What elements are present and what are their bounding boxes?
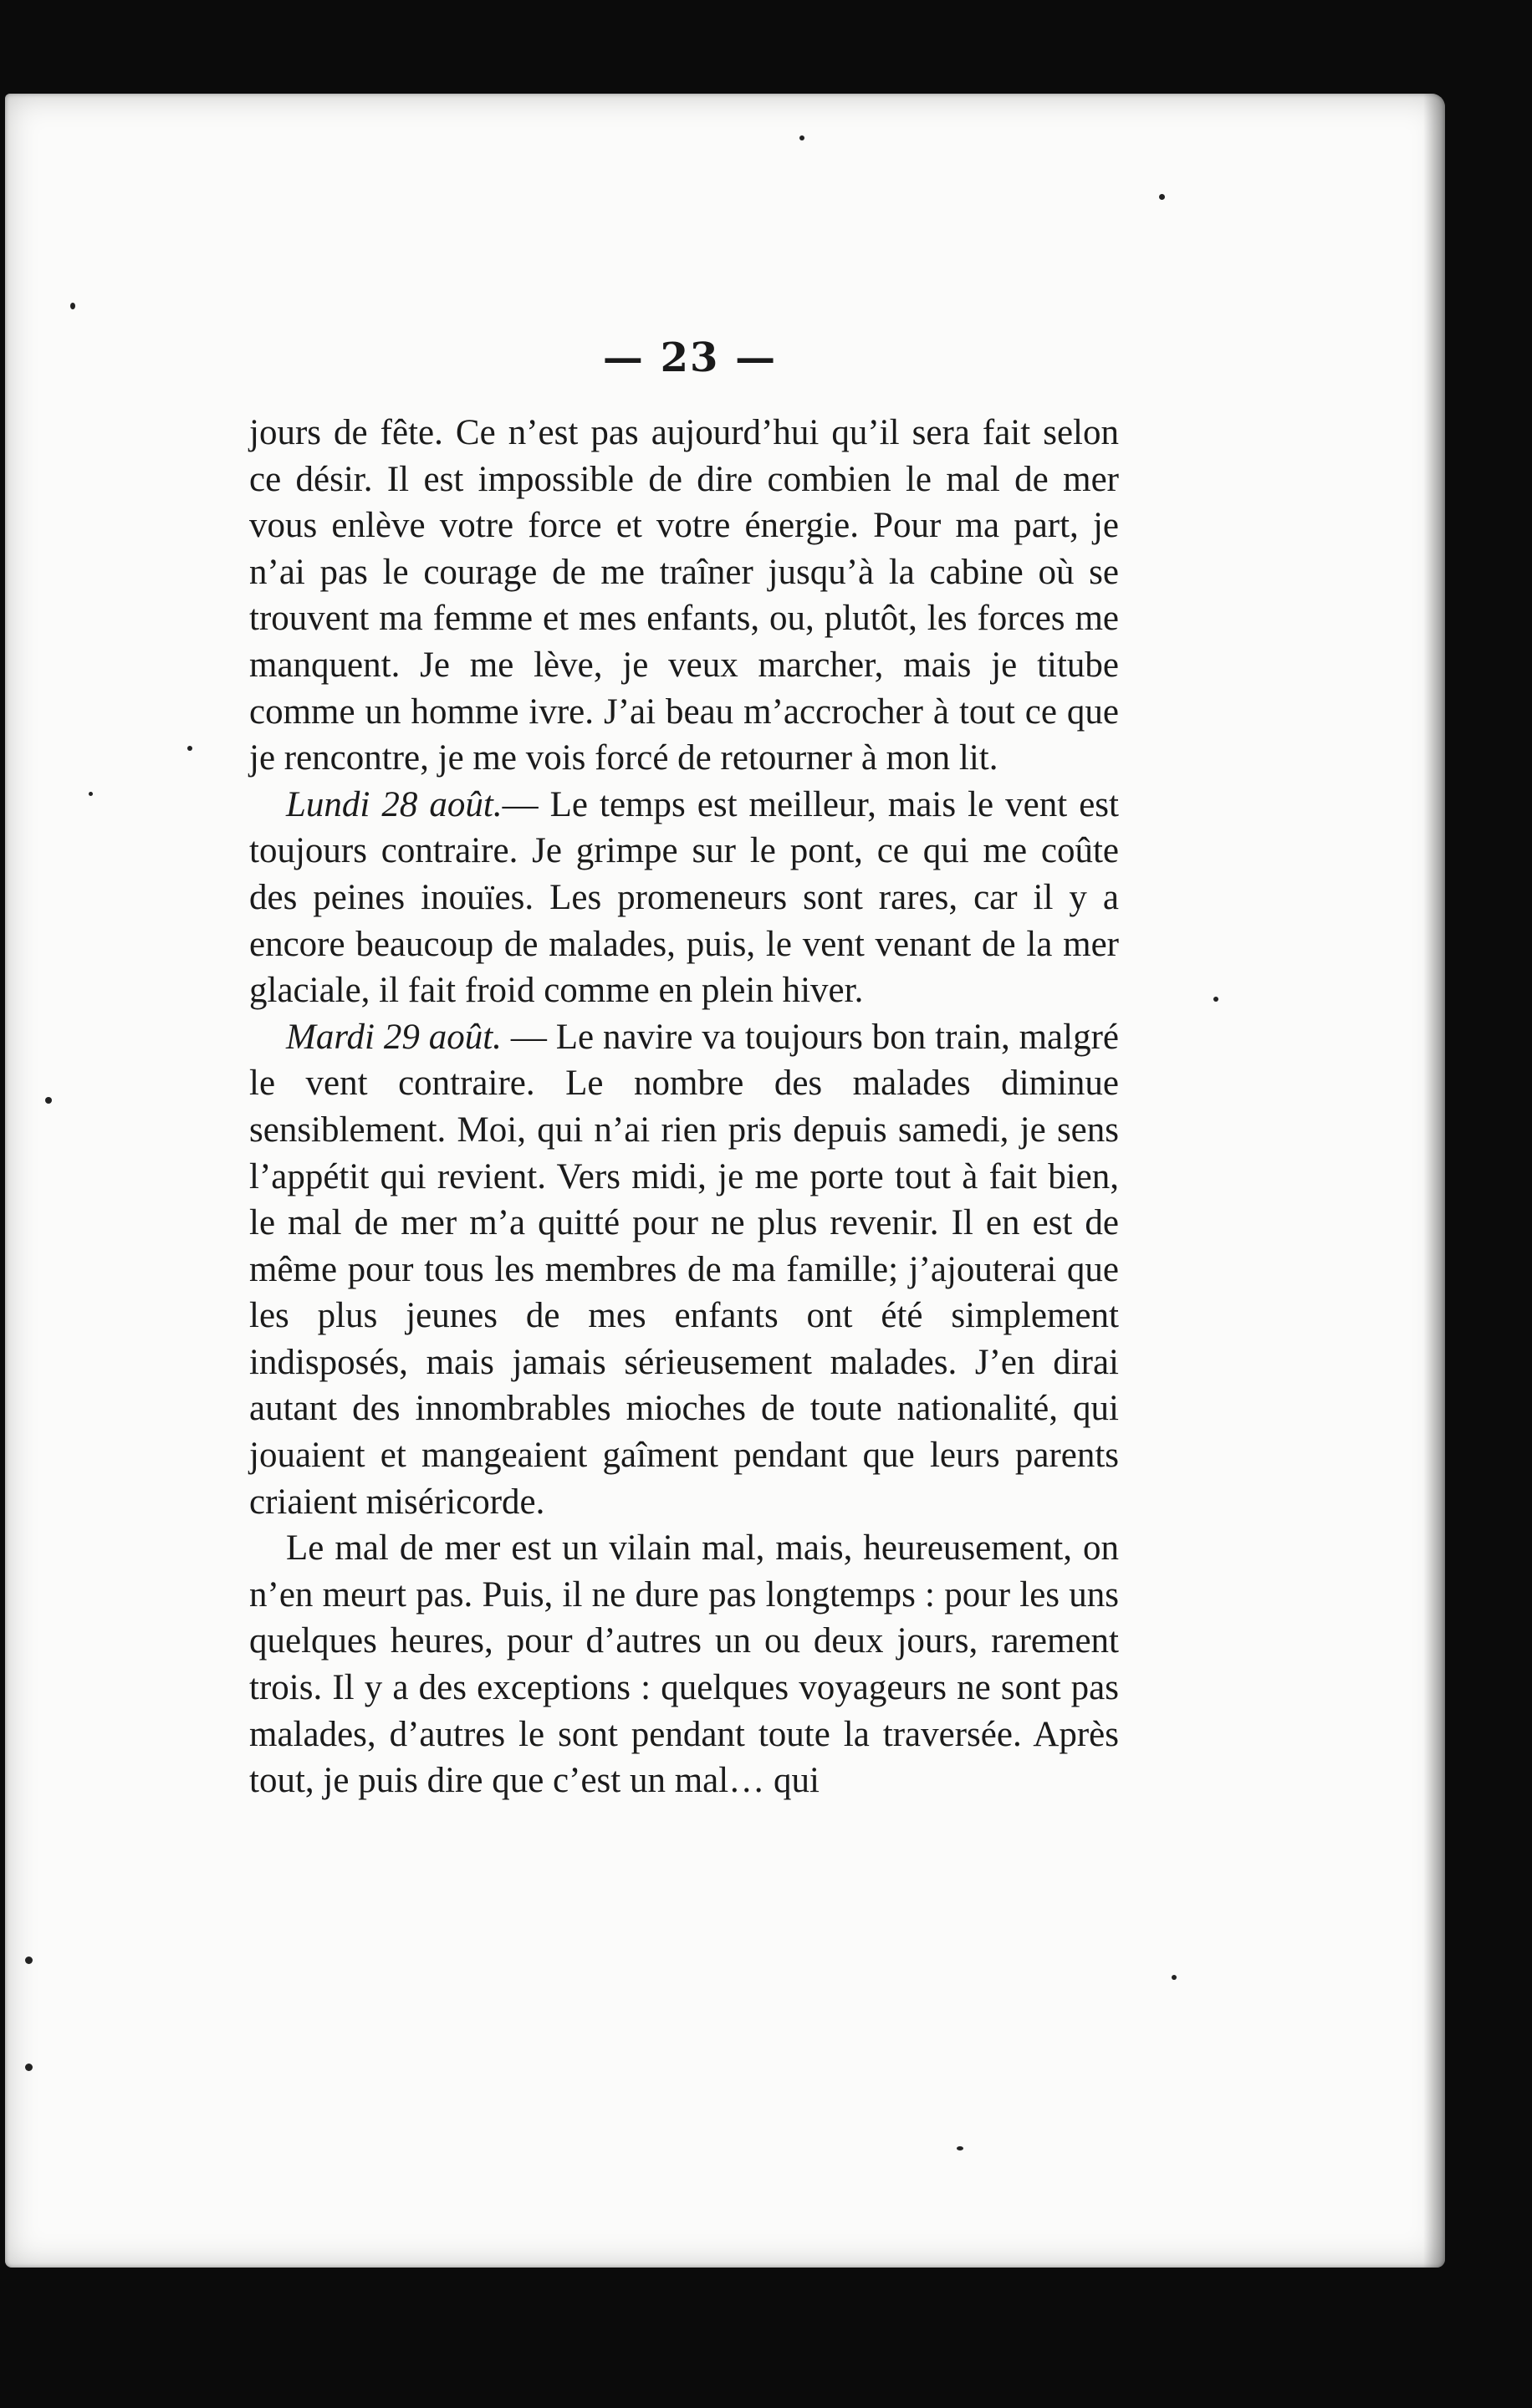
page-number: — 23 — — [602, 334, 778, 381]
diary-date: Mardi 29 août. — [286, 1017, 502, 1057]
scan-speck — [1172, 1975, 1177, 1980]
scan-speck — [70, 303, 75, 309]
scan-speck — [957, 2146, 963, 2150]
paragraph-text: jours de fête. Ce n’est pas aujourd’hui qu’il sera fait selon ce désir. Il est impossible de dire combien le mal de mer vous enlève votre force et votre énergie. Pour ma part, je n’ai pas le courage de me traîner jusqu’à la cabine où se trouvent ma femme et mes enfants, ou, plutôt, les forces me manquent. Je me lève, je veux marcher, mais je titube comme un homme ivre. J’ai beau m’accrocher à tout ce que je rencontre, je me vois forcé de retourner à mon lit. — [249, 413, 1119, 778]
scan-speck — [45, 1097, 52, 1104]
scan-speck — [1213, 997, 1218, 1002]
scan-speck — [1159, 194, 1165, 200]
paragraph-text: Le mal de mer est un vilain mal, mais, heureusement, on n’en meurt pas. Puis, il ne dure pas longtemps : pour les uns quelques heures, pour d’autres un ou deux jours, rarement trois. Il y a des exceptions : quelques voyageurs ne sont pas malades, d’autres le sont pendant toute la traversée. Après tout, je puis dire que c’est un mal… qui — [249, 1528, 1119, 1801]
scan-speck — [799, 135, 804, 140]
diary-date: Lundi 28 août. — [286, 784, 503, 824]
scan-speck — [25, 2064, 33, 2071]
paragraph — [249, 782, 1119, 1014]
paragraph — [249, 1014, 1119, 1526]
body-text — [249, 410, 1119, 1804]
paragraph — [249, 410, 1119, 782]
scan-speck — [25, 1956, 33, 1964]
scan-speck — [89, 792, 93, 796]
paragraph — [249, 1525, 1119, 1804]
scan-speck — [187, 746, 192, 751]
paragraph-text: — Le navire va toujours bon train, malgré le vent contraire. Le nombre des malades diminue sensiblement. Moi, qui n’ai rien pris depuis samedi, je sens l’appétit qui revient. Vers midi, je me porte tout à fait bien, le mal de mer m’a quitté pour ne plus revenir. Il en est de même pour tous les membres de ma famille; j’ajouterai que les plus jeunes de mes enfants ont été simplement indisposés, mais jamais sérieusement malades. J’en dirai autant des innombrables mioches de toute nationalité, qui jouaient et mangeaient gaîment pendant que leurs parents criaient miséricorde. — [249, 1017, 1119, 1522]
paragraph-text: — Le temps est meilleur, mais le vent est toujours contraire. Je grimpe sur le pont, ce qui me coûte des peines inouïes. Les promeneurs sont rares, car il y a encore beaucoup de malades, puis, le vent venant de la mer glaciale, il fait froid comme en plein hiver. — [249, 784, 1119, 1011]
